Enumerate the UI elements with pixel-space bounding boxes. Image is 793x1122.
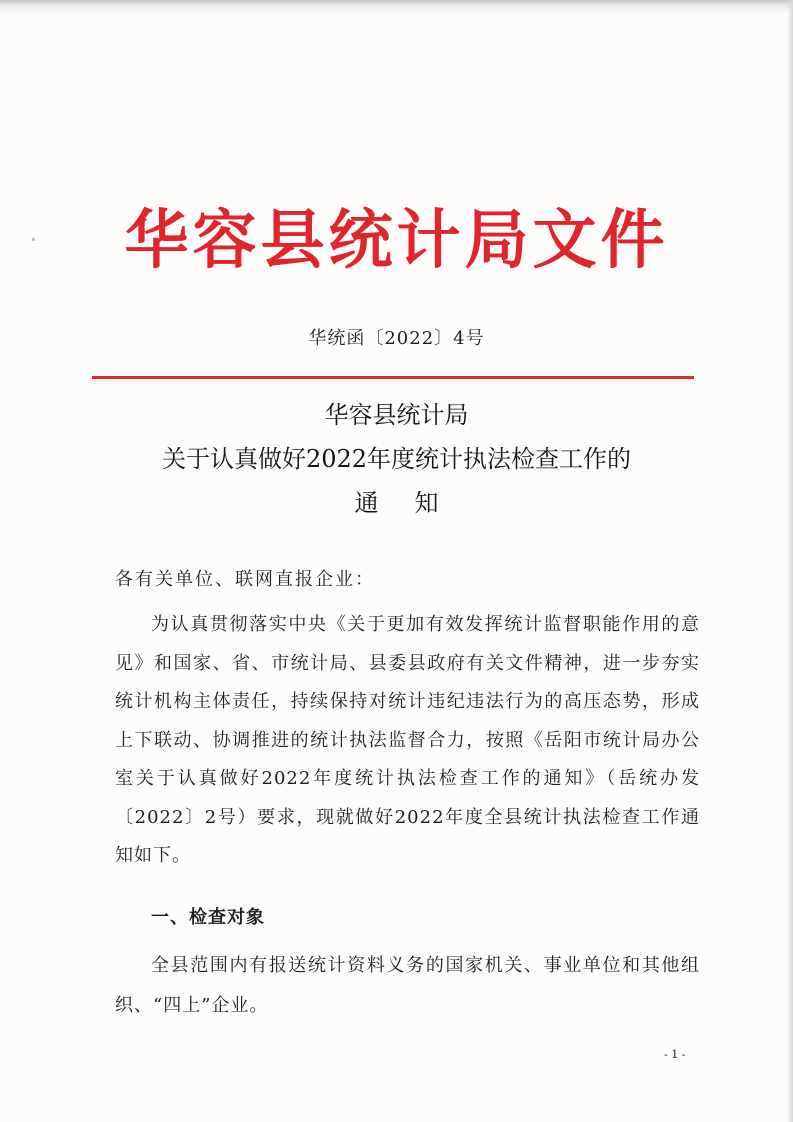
page-number: - 1 - — [664, 1048, 686, 1061]
document-number: 华统函〔2022〕4号 — [308, 328, 485, 349]
salutation: 各有关单位、联网直报企业： — [115, 569, 375, 590]
scan-edge-top — [0, 0, 793, 14]
section-paragraph: 全县范围内有报送统计资料义务的国家机关、事业单位和其他组织、“四上”企业。 — [115, 955, 700, 1016]
body-paragraph: 为认真贯彻落实中央《关于更加有效发挥统计监督职能作用的意见》和国家、省、市统计局、县委县政府有关文件精神，进一步夯实统计机构主体责任，持续保持对统计违纪违法行为的高压态势，形成上下联动、协调推进的统计执法监督合力，按照《岳阳市统计局办公室关于认真做好2022年度统计执法检查工作的通知》（岳统办发〔2022〕2号）要求，现就做好2022年度全县统计执法检查工作通知如下。 — [115, 614, 700, 866]
title-line-2: 关于认真做好2022年度统计执法检查工作的 — [161, 445, 632, 473]
title-line-3: 通知 — [354, 489, 475, 517]
document-masthead: 华容县统计局文件 — [124, 203, 669, 278]
scan-edge-right — [787, 0, 793, 1122]
section-heading: 一、检查对象 — [151, 907, 265, 928]
title-line-1: 华容县统计局 — [324, 401, 469, 429]
red-divider-line — [92, 376, 694, 379]
